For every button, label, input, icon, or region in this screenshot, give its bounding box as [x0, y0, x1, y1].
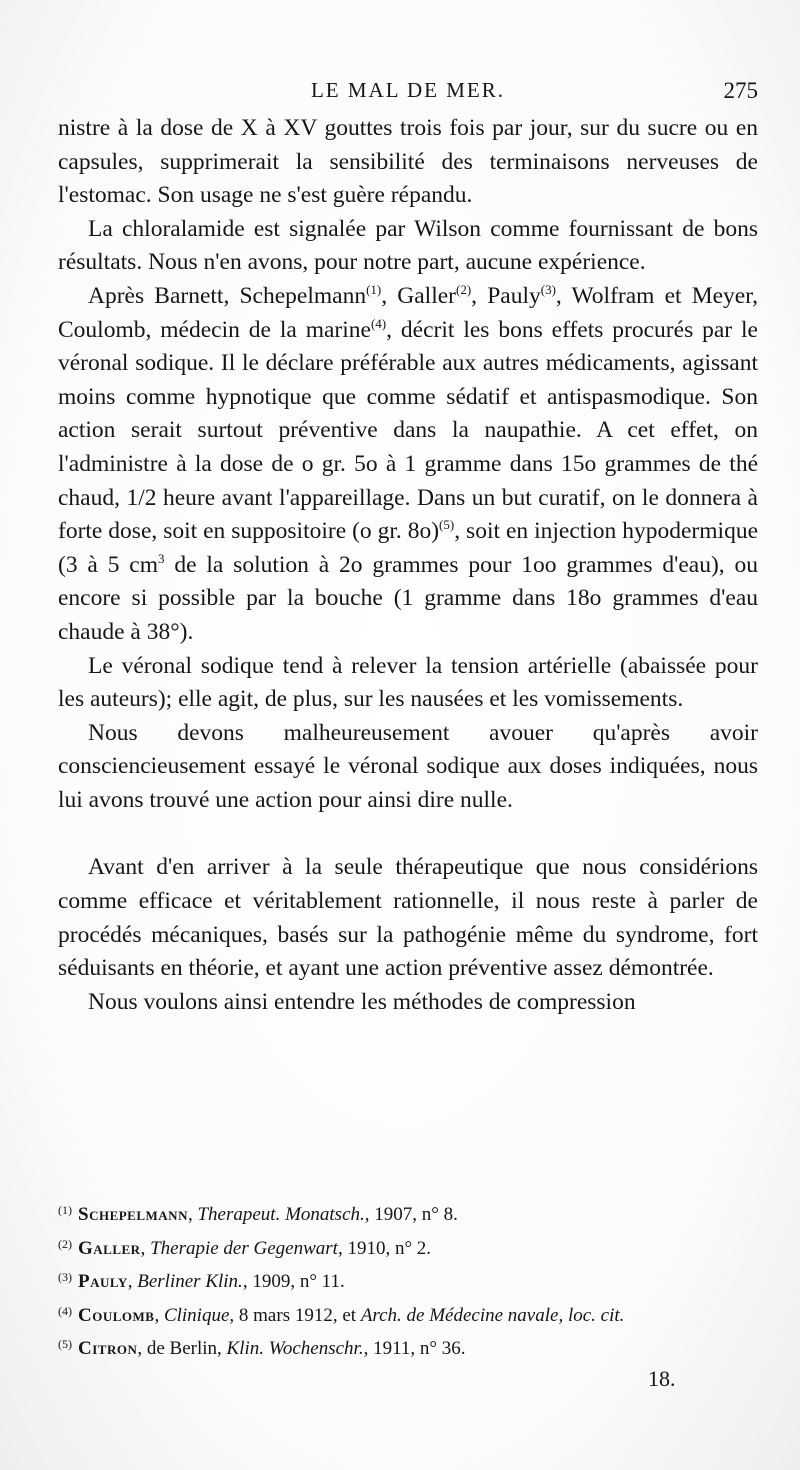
text-run: , Wolfram et Meyer, Coulomb, médecin de la marine	[58, 282, 758, 343]
footnote-sep: ,	[187, 1204, 198, 1225]
footnote-source-2: Arch. de Médecine navale, loc. cit.	[360, 1304, 625, 1326]
body-text	[58, 112, 758, 1019]
footnote-source: Therapie der Gegenwart	[150, 1237, 338, 1259]
footnote-rest: , 8 mars 1912, et	[229, 1304, 361, 1326]
footnote-sep: ,	[154, 1304, 164, 1326]
footnote-mark: (4)	[58, 1303, 72, 1318]
footnote-mark: (3)	[58, 1270, 72, 1284]
footnotes	[58, 1196, 758, 1364]
running-title: LE MAL DE MER.	[310, 78, 506, 102]
footnote-rest: , 1911, n° 36.	[363, 1338, 466, 1359]
footnote-1	[58, 1196, 758, 1230]
footnote-ref-4: (4)	[370, 315, 387, 331]
footnote-rest: , 1909, n° 11.	[242, 1271, 345, 1292]
footnote-5	[58, 1330, 758, 1364]
text-run: , Pauly	[471, 282, 541, 309]
footnote-2	[58, 1230, 758, 1264]
footnote-4	[58, 1297, 758, 1331]
footnote-author: Coulomb	[78, 1304, 155, 1326]
footnote-sep: , de Berlin,	[137, 1338, 227, 1359]
paragraph-chloralamide: La chloralamide est signalée par Wilson comme fournissant de bons résultats. Nous n'en avons, pour notre part, aucune expérience.	[58, 215, 758, 276]
footnote-source: Klin. Wochenschr.	[226, 1338, 364, 1359]
text-run: de la solution à 2o grammes pour 1oo grammes d'eau), ou encore si possible par la bouche (1 gramme dans 18o grammes d'eau chaude à 38°).	[58, 551, 758, 645]
footnote-ref-2: (2)	[456, 281, 472, 297]
footnote-author: Citron	[78, 1338, 138, 1359]
footnote-mark: (2)	[58, 1236, 72, 1251]
paragraph-conclusion: Nous devons malheureusement avouer qu'après avoir consciencieusement essayé le véronal sodique aux doses indiquées, nous lui avons trouvé une action pour ainsi dire nulle.	[58, 719, 758, 813]
footnote-author: Pauly	[78, 1271, 128, 1292]
text-run: , Galler	[381, 282, 456, 309]
running-header	[58, 78, 758, 108]
paragraph-mechanical: Avant d'en arriver à la seule thérapeutique que nous considérions comme efficace et véritablement rationnelle, il nous reste à parler de procédés mécaniques, basés sur la pathogénie même du syndrome, fort séduisants en théorie, et ayant une action préventive assez démontrée.	[58, 854, 758, 982]
footnote-sep: ,	[140, 1237, 151, 1259]
footnote-source: Berliner Klin.	[137, 1271, 243, 1292]
footnote-author: Schepelmann	[78, 1204, 188, 1225]
footnote-author: Galler	[78, 1237, 141, 1259]
footnote-mark: (1)	[58, 1203, 72, 1217]
footnote-ref-1: (1)	[366, 281, 382, 297]
text-run: , soit en injection hypodermique (3 à 5 cm	[58, 518, 759, 578]
text-run: Après Barnett, Schepelmann	[88, 282, 367, 309]
paragraph-compression: Nous voulons ainsi entendre les méthodes de compression	[88, 988, 636, 1015]
footnote-3	[58, 1263, 758, 1297]
footnote-ref-5: (5)	[439, 517, 455, 533]
footnote-rest: , 1910, n° 2.	[337, 1237, 432, 1259]
footnote-ref-3: (3)	[540, 281, 556, 297]
footnote-rest: , 1907, n° 8.	[364, 1204, 458, 1225]
paragraph-veronal	[58, 280, 758, 650]
paragraph-continuation: nistre à la dose de X à XV gouttes trois fois par jour, sur du sucre ou en capsules, supprimerait la sensibilité des terminaisons nerveuses de l'estomac. Son usage ne s'est guère répandu.	[58, 115, 758, 209]
text-run: , décrit les bons effets procurés par le véronal sodique. Il le déclare préférable aux autres médicaments, agissant moins comme hypnotique que comme sédatif et antispasmodique. Son action serait surtout préventive dans la naupathie. A cet effet, on l'administre à la dose de o gr. 5o à 1 gramme dans 15o grammes de thé chaud, 1/2 heure avant l'appareillage. Dans un but curatif, on le donnera à forte dose, soit en suppositoire (o gr. 8o)	[58, 316, 758, 545]
footnote-source: Clinique	[163, 1304, 230, 1326]
unit-exponent: 3	[158, 550, 165, 566]
paragraph-tension: Le véronal sodique tend à relever la tension artérielle (abaissée pour les auteurs); elle agit, de plus, sur les nausées et les vomissements.	[58, 652, 758, 713]
signature-mark: 18.	[648, 1366, 676, 1391]
footnote-sep: ,	[127, 1271, 138, 1292]
page-number: 275	[723, 78, 758, 103]
footnote-mark: (5)	[58, 1337, 72, 1351]
footnote-source: Therapeut. Monatsch.	[197, 1204, 365, 1225]
